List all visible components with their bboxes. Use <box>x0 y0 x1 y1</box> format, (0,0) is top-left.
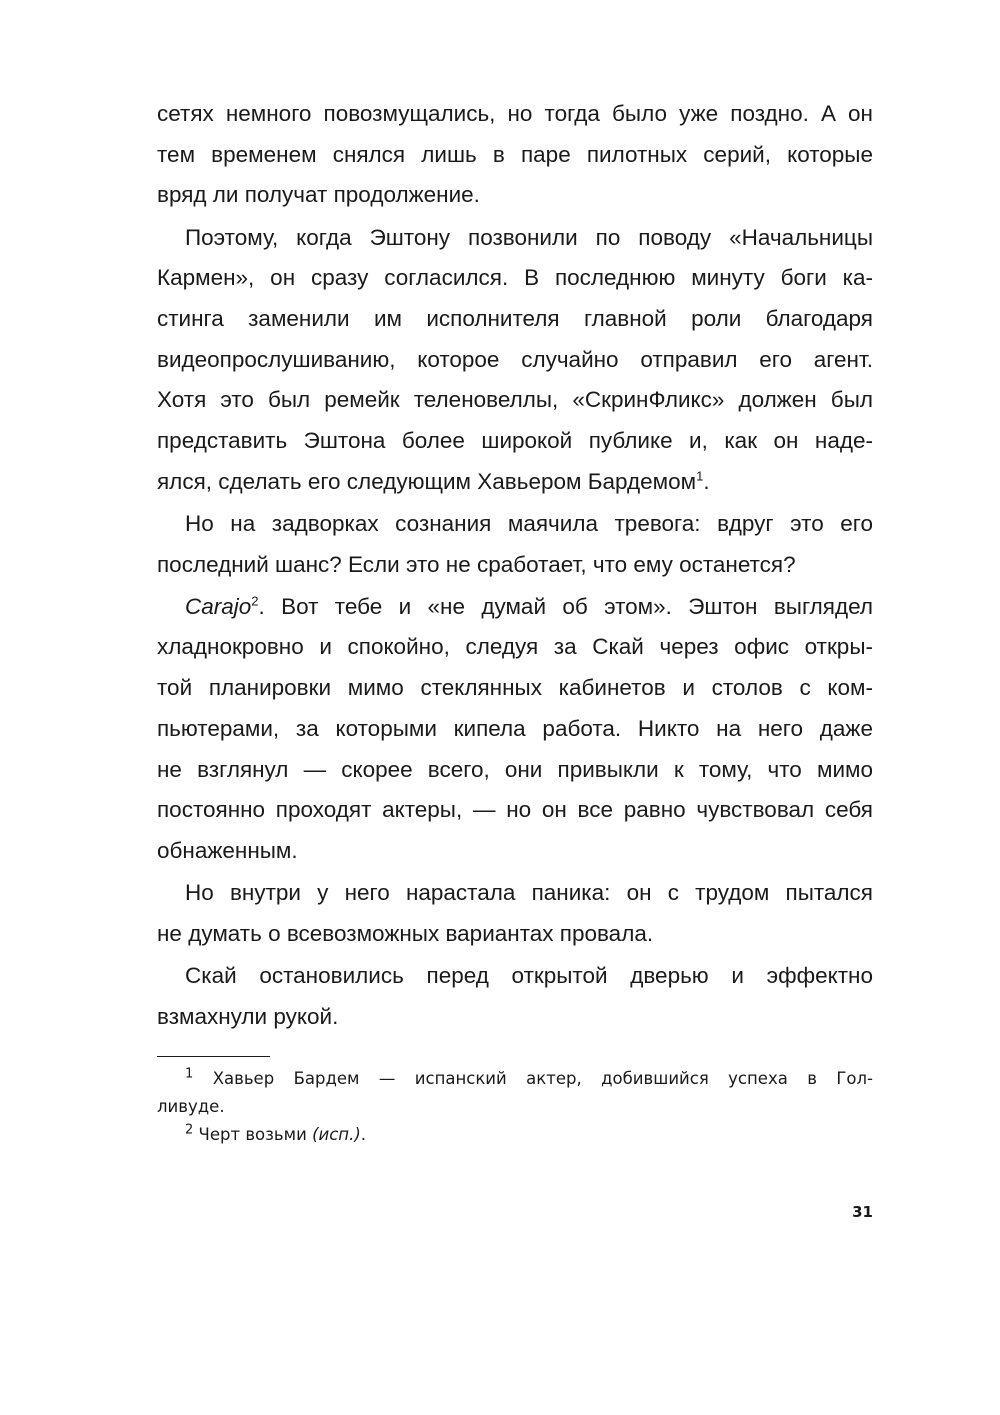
text-line: тем временем снялся лишь в паре пилотных серий, которые <box>157 141 873 167</box>
text-line: Кармен», он сразу согласился. В последнюю минуту боги ка- <box>157 265 873 291</box>
text-fragment: . <box>703 468 710 494</box>
text-line-with-footnote <box>157 587 873 628</box>
text-line: пьютерами, за которыми кипела работа. Никто на него даже <box>157 715 873 741</box>
text-line: той планировки мимо стеклянных кабинетов и столов с ком- <box>157 675 873 701</box>
footnote-2-end: . <box>360 1125 367 1144</box>
footnote-1-mark: 1 <box>185 1066 194 1082</box>
text-line: не думать о всевозможных вариантах провала. <box>157 920 654 946</box>
paragraph-6 <box>157 956 873 1037</box>
footnote-divider <box>157 1056 270 1057</box>
text-line: Но на задворках сознания маячила тревога: вдруг это его <box>185 510 873 536</box>
text-line: вряд ли получат продолжение. <box>157 182 480 208</box>
text-line: последний шанс? Если это не сработает, что ему останется? <box>157 551 796 577</box>
footnote-2-mark: 2 <box>185 1122 194 1138</box>
text-line: стинга заменили им исполнителя главной роли благодаря <box>157 305 873 331</box>
paragraph-2 <box>157 218 873 503</box>
paragraph-5 <box>157 873 873 954</box>
text-line: хладнокровно и спокойно, следуя за Скай через офис откры- <box>157 634 873 660</box>
text-line: Поэтому, когда Эштону позвонили по поводу «Начальницы <box>185 224 873 250</box>
carajo-italic: Carajo <box>185 593 252 619</box>
footnote-2-text: Черт возьми <box>198 1125 313 1144</box>
paragraph-1 <box>157 94 873 216</box>
paragraph-4 <box>157 587 873 872</box>
text-fragment: . Вот тебе и «не думай об этом». Эштон выглядел <box>258 593 873 619</box>
book-page-body <box>157 94 873 1039</box>
text-line: видеопрослушиванию, которое случайно отправил его агент. <box>157 346 873 372</box>
text-line: представить Эштона более широкой публике и, как он наде- <box>157 428 873 453</box>
footnote-ref-1: 1 <box>696 468 704 484</box>
text-line: Скай остановились перед открытой дверью и эффектно <box>185 962 873 988</box>
text-line: не взглянул — скорее всего, они привыкли к тому, что мимо <box>157 756 873 782</box>
text-line: Но внутри у него нарастала паника: он с трудом пытался <box>185 880 873 906</box>
text-line: постоянно проходят актеры, — но он все равно чувствовал себя <box>157 797 873 823</box>
footnote-2 <box>157 1121 873 1149</box>
page-number: 31 <box>852 1203 873 1221</box>
footnote-ref-2: 2 <box>251 593 259 609</box>
footnote-2-italic: (исп.) <box>312 1125 361 1144</box>
footnotes <box>157 1065 873 1149</box>
paragraph-3 <box>157 504 873 585</box>
text-line: сетях немного повозмущались, но тогда было уже поздно. А он <box>157 101 873 126</box>
text-fragment: ялся, сделать его следующим Хавьером Бардемом <box>157 468 697 494</box>
text-line: взмахнули рукой. <box>157 1003 339 1029</box>
text-line: обнаженным. <box>157 837 298 863</box>
footnote-1-continuation: ливуде. <box>157 1097 225 1116</box>
footnote-1-text: Хавьер Бардем — испанский актер, добившийся успеха в Гол- <box>212 1069 873 1088</box>
text-line: Хотя это был ремейк теленовеллы, «СкринФликс» должен был <box>157 387 873 413</box>
text-line-with-footnote <box>157 462 873 503</box>
footnote-1 <box>157 1065 873 1093</box>
